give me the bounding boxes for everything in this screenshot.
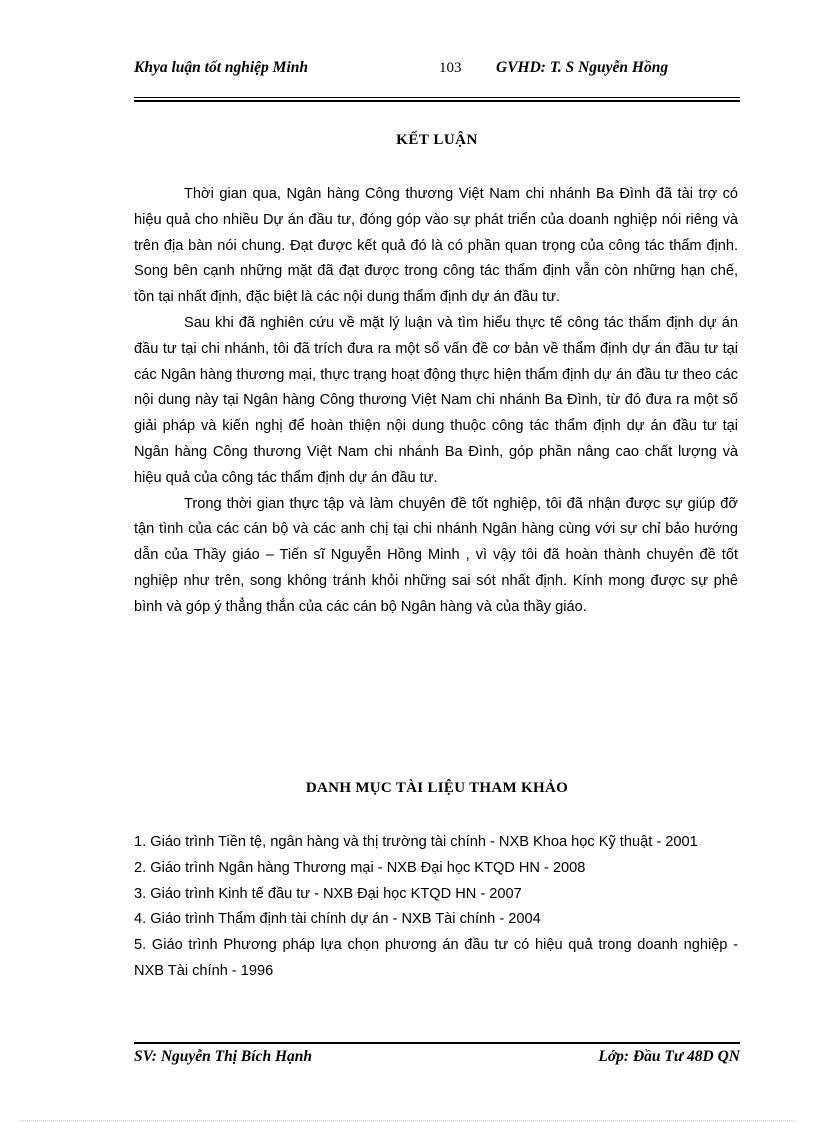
header-advisor: GVHD: T. S Nguyễn Hồng (496, 59, 669, 76)
reference-item: 3. Giáo trình Kinh tế đầu tư - NXB Đại học KTQD HN - 2007 (134, 885, 522, 902)
conclusion-title: KẾT LUẬN (396, 132, 478, 148)
header-thesis-label: Khya luận tốt nghiệp Minh (134, 59, 309, 76)
reference-item: 2. Giáo trình Ngân hàng Thương mại - NXB Đại học KTQD HN - 2008 (134, 859, 586, 876)
page-number: 103 (439, 60, 462, 76)
page-header (134, 58, 740, 98)
reference-item: 4. Giáo trình Thẩm định tài chính dự án - NXB Tài chính - 2004 (134, 911, 541, 928)
references-title: DANH MỤC TÀI LIỆU THAM KHẢO (305, 780, 569, 796)
header-rule-thick (134, 100, 740, 102)
conclusion-body (134, 182, 738, 621)
references-list (134, 830, 738, 985)
reference-item: 1. Giáo trình Tiền tệ, ngân hàng và thị trường tài chính - NXB Khoa học Kỹ thuật - 2001 (134, 834, 698, 850)
conclusion-paragraph: Thời gian qua, Ngân hàng Công thương Việt Nam chi nhánh Ba Đình đã tài trợ có hiệu quả cho nhiều Dự án đầu tư, đóng góp vào sự phát triển của doanh nghiệp nói riêng và trên địa bàn nói chung. Đạt được kết quả đó là có phần quan trọng của công tác thẩm định. Song bên cạnh những mặt đã đạt được trong công tác thẩm định vẫn còn những hạn chế, tồn tại nhất định, đặc biệt là các nội dung thẩm định dự án đầu tư. (134, 186, 738, 306)
conclusion-paragraph: Trong thời gian thực tập và làm chuyên đề tốt nghiệp, tôi đã nhận được sự giúp đỡ tận tình của các cán bộ và các anh chị tại chi nhánh Ngân hàng cùng với sự chỉ bảo hướng dẫn của Thầy giáo – Tiến sĩ Nguyễn Hồng Minh , vì vậy tôi đã hoàn thành chuyên đề tốt nghiệp như trên, song không tránh khỏi những sai sót nhất định. Kính mong được sự phê bình và góp ý thẳng thắn của các cán bộ Ngân hàng và của thầy giáo. (134, 495, 738, 615)
footer-student: SV: Nguyễn Thị Bích Hạnh (134, 1048, 313, 1065)
footer-class: Lớp: Đầu Tư 48D QN (598, 1048, 740, 1065)
conclusion-paragraph: Sau khi đã nghiên cứu về mặt lý luận và tìm hiểu thực tế công tác thẩm định dự án đầu tư tại chi nhánh, tôi đã trích đưa ra một số vấn đề cơ bản về thẩm định dự án đầu tư tại các Ngân hàng thương mại, thực trạng hoạt động thực hiện thẩm định dự án đầu tư theo các nội dung này tại Ngân hàng Công thương Việt Nam chi nhánh Ba Đình, từ đó đưa ra một số giải pháp và kiến nghị để hoàn thiện nội dung thuộc công tác thẩm định dự án đầu tư tại Ngân hàng Công thương Việt Nam chi nhánh Ba Đình, góp phần nâng cao chất lượng và hiệu quả của công tác thẩm định dự án đầu tư. (134, 314, 738, 486)
footer-rule (134, 1042, 740, 1044)
reference-item: 5. Giáo trình Phương pháp lựa chọn phương án đầu tư có hiệu quả trong doanh nghiệp - NXB Tài chính - 1996 (134, 937, 738, 979)
page-bottom-divider (20, 1120, 796, 1121)
header-rule-thin (134, 97, 740, 98)
